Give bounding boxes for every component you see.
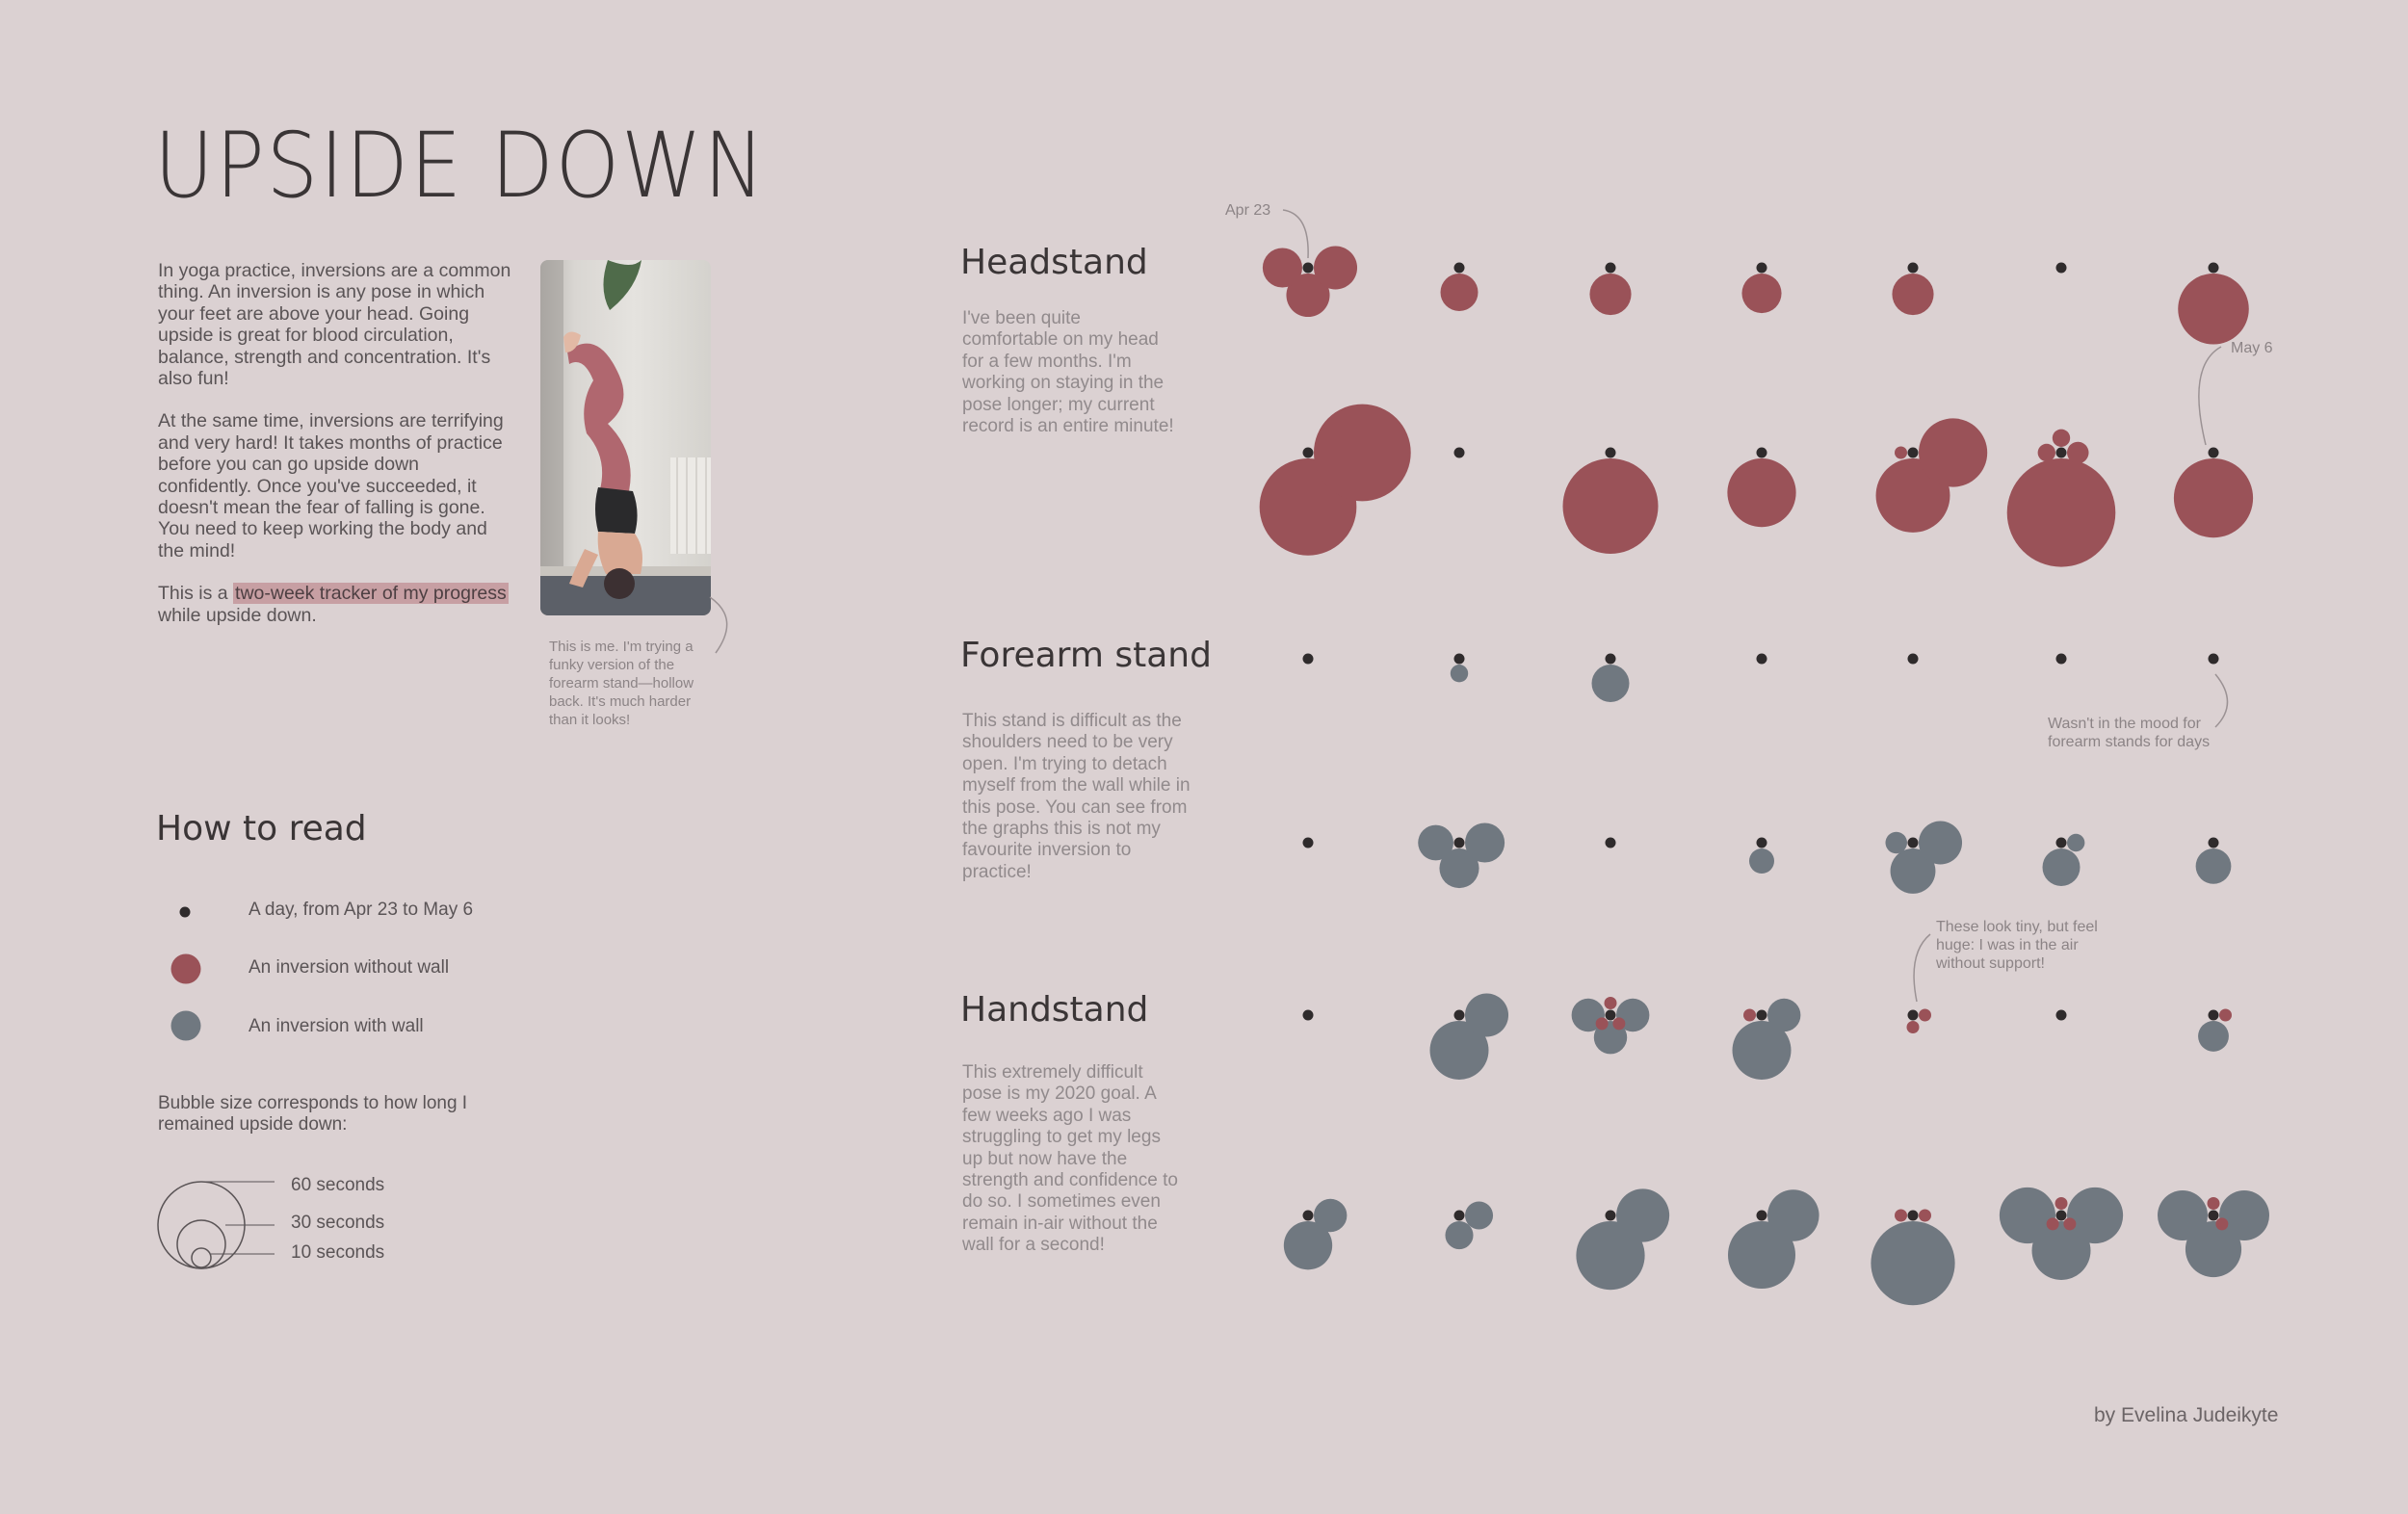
annotation-handstand-tiny: These look tiny, but feel huge: I was in the air without support! bbox=[1936, 919, 2098, 972]
headstand-apr-28-day-dot bbox=[2056, 263, 2067, 274]
legend-no-wall-label: An inversion without wall bbox=[249, 957, 450, 978]
headstand-apr-30-no-wall-bubble bbox=[1314, 405, 1411, 502]
headstand-may-6-day-dot bbox=[2209, 448, 2219, 458]
headstand-may-2-no-wall-bubble bbox=[1562, 458, 1658, 554]
handstand-apr-27-no-wall-bubble bbox=[1919, 1009, 1931, 1022]
headstand-apr-23-no-wall-bubble bbox=[1263, 248, 1302, 287]
how-to-read-title: How to read bbox=[156, 809, 367, 848]
forearm-stand-may-5-wall-bubble bbox=[2067, 834, 2084, 851]
headstand-apr-24-day-dot bbox=[1454, 263, 1465, 274]
handstand-apr-30-day-dot bbox=[1303, 1211, 1314, 1221]
handstand-apr-27-no-wall-bubble bbox=[1907, 1021, 1920, 1033]
handstand-may-1-wall-bubble bbox=[1445, 1221, 1473, 1249]
handstand-may-6-no-wall-bubble bbox=[2215, 1217, 2228, 1230]
forearm-stand-may-6-day-dot bbox=[2209, 838, 2219, 848]
handstand-apr-29-no-wall-bubble bbox=[2219, 1009, 2232, 1022]
handstand-may-3-wall-bubble bbox=[1767, 1189, 1819, 1241]
handstand-may-2-day-dot bbox=[1606, 1211, 1616, 1221]
forearm-stand-apr-25-day-dot bbox=[1606, 654, 1616, 665]
handstand-may-1-day-dot bbox=[1454, 1211, 1465, 1221]
handstand-apr-25-day-dot bbox=[1606, 1010, 1616, 1021]
intro-p3-pre: This is a bbox=[158, 583, 234, 605]
handstand-may-3-day-dot bbox=[1757, 1211, 1767, 1221]
handstand-may-5-wall-bubble bbox=[2000, 1188, 2055, 1243]
handstand-apr-26-no-wall-bubble bbox=[1743, 1009, 1756, 1022]
forearm-stand-may-4-wall-bubble bbox=[1885, 832, 1907, 854]
forearm-stand-may-1-day-dot bbox=[1454, 838, 1465, 848]
handstand-may-6-no-wall-bubble bbox=[2208, 1197, 2220, 1210]
forearm-stand-apr-23-day-dot bbox=[1303, 654, 1314, 665]
annotation-handstand-tiny-connector bbox=[1914, 934, 1930, 1002]
headstand-apr-30-day-dot bbox=[1303, 448, 1314, 458]
handstand-may-5-no-wall-bubble bbox=[2047, 1217, 2059, 1230]
forearm-stand-may-5-wall-bubble bbox=[2043, 848, 2081, 886]
legend-day-label: A day, from Apr 23 to May 6 bbox=[249, 900, 474, 920]
handstand-apr-29-wall-bubble bbox=[2198, 1021, 2229, 1052]
headstand-may-5-no-wall-bubble bbox=[2007, 458, 2116, 567]
photo-caption: This is me. I'm trying a funky version of the forearm stand—hollow back. It's much harder than it looks! bbox=[549, 639, 694, 728]
handstand-apr-24-wall-bubble bbox=[1465, 993, 1508, 1036]
headstand-may-5-day-dot bbox=[2056, 448, 2067, 458]
headstand-may-6-no-wall-bubble bbox=[2174, 458, 2253, 537]
handstand-may-4-no-wall-bubble bbox=[1895, 1210, 1907, 1222]
forearm-stand-apr-27-day-dot bbox=[1908, 654, 1919, 665]
annotation-forearm-mood: Wasn't in the mood for forearm stands for days bbox=[2048, 716, 2211, 750]
forearm-stand-apr-26-day-dot bbox=[1757, 654, 1767, 665]
handstand-apr-25-no-wall-bubble bbox=[1596, 1017, 1609, 1030]
size-label-10: 10 seconds bbox=[291, 1242, 385, 1263]
headstand-may-3-day-dot bbox=[1757, 448, 1767, 458]
handstand-may-1-wall-bubble bbox=[1465, 1201, 1493, 1229]
forearm-stand-may-4-day-dot bbox=[1908, 838, 1919, 848]
byline: by Evelina Judeikyte bbox=[2094, 1404, 2279, 1426]
forearm-stand-apr-28-day-dot bbox=[2056, 654, 2067, 665]
handstand-description: This extremely difficult pose is my 2020 goal. A few weeks ago I was struggling to get my legs up but now have the strength and confidence to do so. I sometimes even remain in-air without the wall for a second! bbox=[962, 1062, 1178, 1256]
headstand-title: Headstand bbox=[960, 243, 1148, 282]
headstand-apr-25-no-wall-bubble bbox=[1589, 274, 1631, 315]
intro-paragraph-1: In yoga practice, inversions are a common thing. An inversion is any pose in which your feet are above your head. Going upside is great for blood circulation, balance, strength and concentration. It's also fun! bbox=[158, 260, 511, 390]
headstand-may-3-no-wall-bubble bbox=[1727, 458, 1795, 527]
forearm-stand-apr-24-wall-bubble bbox=[1451, 665, 1468, 682]
handstand-may-6-wall-bubble bbox=[2219, 1190, 2269, 1240]
headstand-apr-27-no-wall-bubble bbox=[1892, 274, 1933, 315]
headstand-description: I've been quite comfortable on my head for a few months. I'm working on staying in the pose longer; my current record is an entire minute! bbox=[962, 308, 1174, 437]
headstand-apr-26-day-dot bbox=[1757, 263, 1767, 274]
handstand-apr-26-day-dot bbox=[1757, 1010, 1767, 1021]
handstand-may-6-wall-bubble bbox=[2158, 1190, 2208, 1240]
handstand-apr-23-day-dot bbox=[1303, 1010, 1314, 1021]
forearm-stand-apr-30-day-dot bbox=[1303, 838, 1314, 848]
forearm-stand-may-4-wall-bubble bbox=[1919, 821, 1962, 864]
headstand-may-4-no-wall-bubble bbox=[1895, 447, 1907, 459]
forearm-stand-apr-24-day-dot bbox=[1454, 654, 1465, 665]
headstand-may-1-day-dot bbox=[1454, 448, 1465, 458]
headstand-apr-23-no-wall-bubble bbox=[1314, 246, 1357, 289]
headstand-apr-29-day-dot bbox=[2209, 263, 2219, 274]
forearm-stand-title: Forearm stand bbox=[960, 636, 1212, 675]
forearm-stand-apr-29-day-dot bbox=[2209, 654, 2219, 665]
handstand-may-5-no-wall-bubble bbox=[2063, 1217, 2076, 1230]
handstand-may-2-wall-bubble bbox=[1616, 1188, 1669, 1241]
headstand-may-4-no-wall-bubble bbox=[1919, 418, 1987, 486]
headstand-may-2-day-dot bbox=[1606, 448, 1616, 458]
forearm-stand-description: This stand is difficult as the shoulders need to be very open. I'm trying to detach myself from the wall while in this pose. You can see from the graphs this is not my favourite inversion to practice! bbox=[962, 711, 1191, 882]
forearm-stand-may-3-wall-bubble bbox=[1749, 848, 1774, 874]
bubble-size-note: Bubble size corresponds to how long I remained upside down: bbox=[158, 1093, 468, 1136]
headstand-may-5-no-wall-bubble bbox=[2067, 442, 2089, 464]
headstand-apr-24-no-wall-bubble bbox=[1441, 274, 1479, 311]
annotation-may-6: May 6 bbox=[2231, 340, 2273, 356]
headstand-apr-27-day-dot bbox=[1908, 263, 1919, 274]
handstand-apr-26-wall-bubble bbox=[1767, 999, 1800, 1031]
page-title: UPSIDE DOWN bbox=[154, 114, 767, 219]
handstand-title: Handstand bbox=[960, 990, 1149, 1030]
forearm-stand-may-1-wall-bubble bbox=[1465, 822, 1505, 862]
handstand-may-4-day-dot bbox=[1908, 1211, 1919, 1221]
headstand-may-4-day-dot bbox=[1908, 448, 1919, 458]
forearm-stand-may-3-day-dot bbox=[1757, 838, 1767, 848]
forearm-stand-may-5-day-dot bbox=[2056, 838, 2067, 848]
intro-highlight: two-week tracker of my progress bbox=[235, 583, 507, 605]
handstand-apr-27-day-dot bbox=[1908, 1010, 1919, 1021]
handstand-may-4-no-wall-bubble bbox=[1919, 1210, 1931, 1222]
handstand-apr-24-day-dot bbox=[1454, 1010, 1465, 1021]
handstand-apr-25-no-wall-bubble bbox=[1605, 997, 1617, 1009]
headstand-may-5-no-wall-bubble bbox=[2038, 444, 2055, 461]
intro-p3-post: while upside down. bbox=[158, 604, 317, 626]
headstand-apr-29-no-wall-bubble bbox=[2178, 274, 2249, 345]
handstand-apr-25-no-wall-bubble bbox=[1612, 1017, 1625, 1030]
intro-paragraph-2: At the same time, inversions are terrifying and very hard! It takes months of practice before you can go upside down confidently. Once you've succeeded, it doesn't mean the fear of falling is gone. You need to keep working the body and the mind! bbox=[158, 410, 504, 561]
handstand-apr-29-day-dot bbox=[2209, 1010, 2219, 1021]
handstand-may-4-wall-bubble bbox=[1871, 1221, 1954, 1305]
headstand-apr-26-no-wall-bubble bbox=[1741, 274, 1781, 313]
legend-wall-label: An inversion with wall bbox=[249, 1016, 424, 1036]
size-label-60: 60 seconds bbox=[291, 1175, 385, 1195]
handstand-may-5-day-dot bbox=[2056, 1211, 2067, 1221]
size-label-30: 30 seconds bbox=[291, 1213, 385, 1233]
forearm-stand-apr-25-wall-bubble bbox=[1592, 665, 1630, 702]
handstand-apr-28-day-dot bbox=[2056, 1010, 2067, 1021]
handstand-may-5-wall-bubble bbox=[2067, 1188, 2123, 1243]
annotation-apr-23: Apr 23 bbox=[1225, 202, 1271, 219]
headstand-may-5-no-wall-bubble bbox=[2053, 430, 2070, 447]
forearm-stand-may-6-wall-bubble bbox=[2196, 848, 2232, 884]
forearm-stand-may-2-day-dot bbox=[1606, 838, 1616, 848]
headstand-apr-23-day-dot bbox=[1303, 263, 1314, 274]
handstand-may-5-no-wall-bubble bbox=[2055, 1197, 2068, 1210]
handstand-may-6-day-dot bbox=[2209, 1211, 2219, 1221]
handstand-apr-30-wall-bubble bbox=[1314, 1199, 1347, 1232]
headstand-apr-25-day-dot bbox=[1606, 263, 1616, 274]
annotation-may-6-connector bbox=[2199, 347, 2221, 445]
forearm-stand-may-1-wall-bubble bbox=[1418, 825, 1453, 861]
